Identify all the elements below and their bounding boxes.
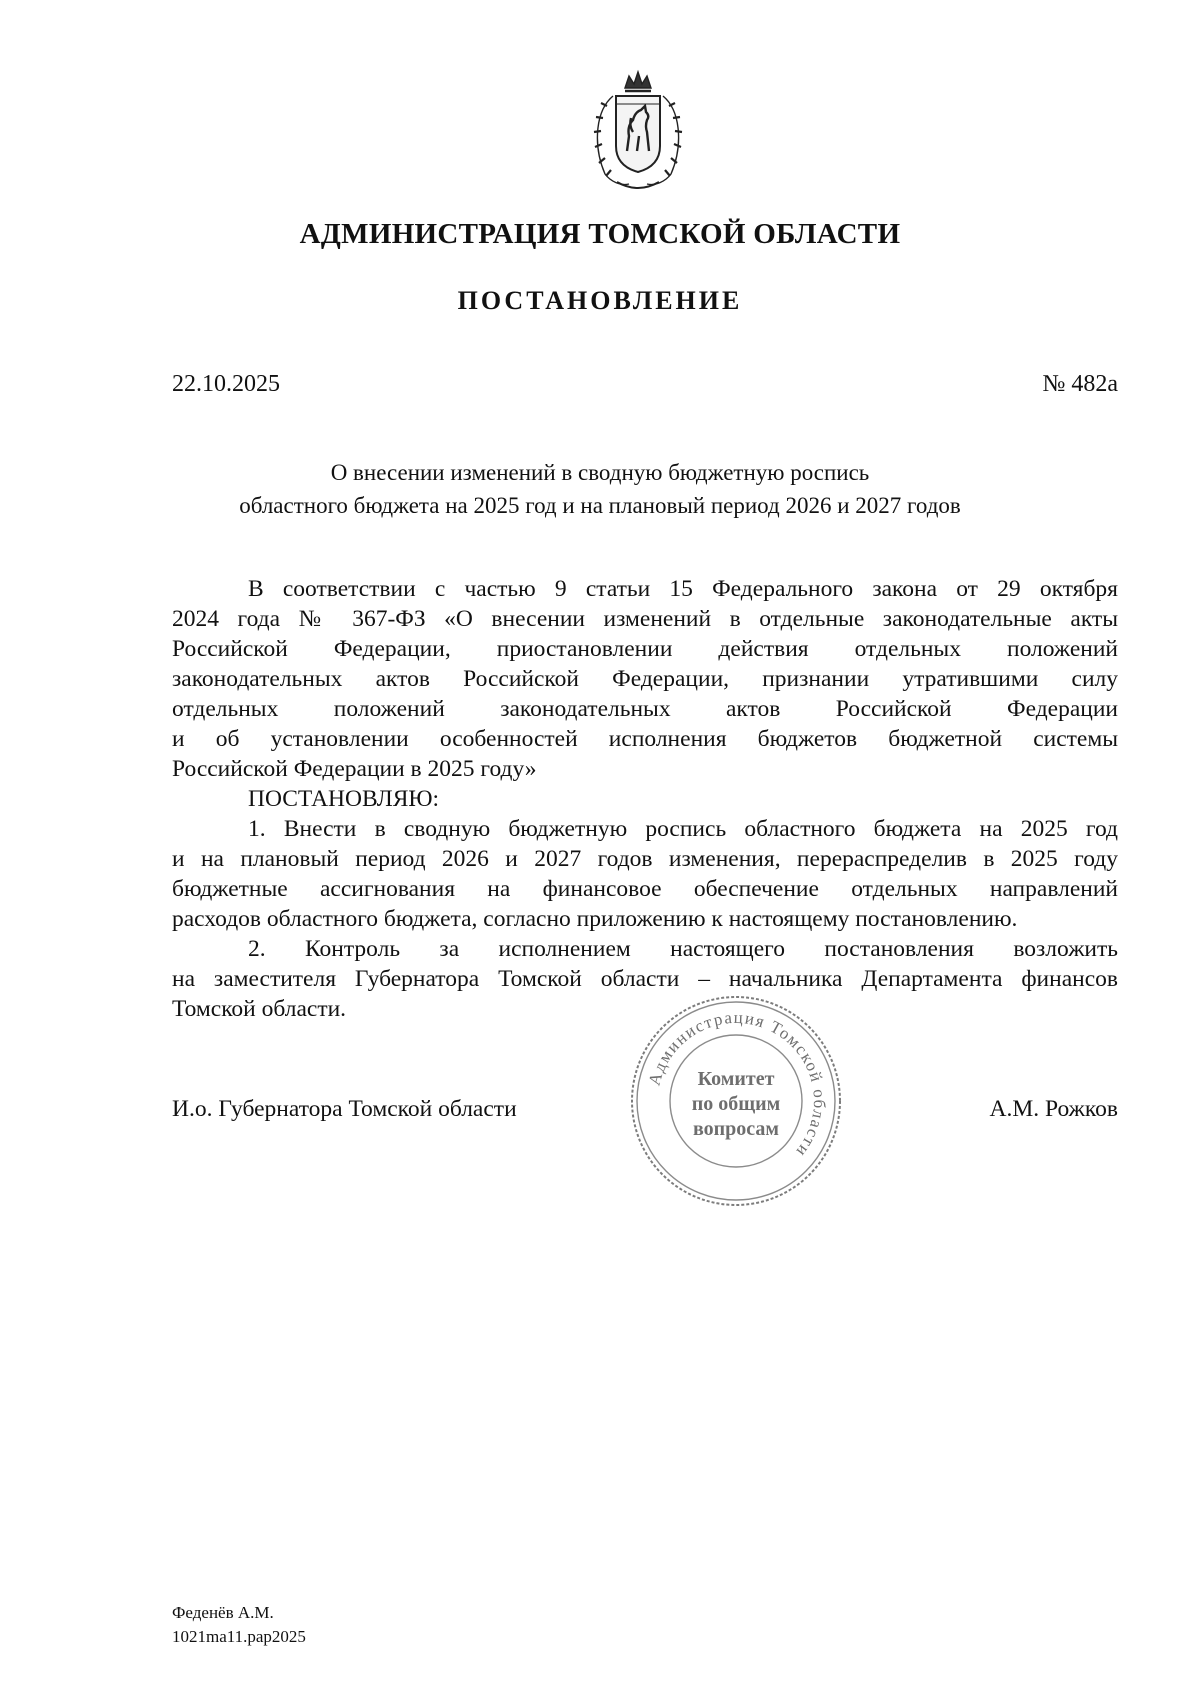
document-number: № 482а [1042,371,1118,397]
official-stamp [628,993,844,1209]
body-text-line: 1. Внести в сводную бюджетную роспись областного бюджета на 2025 год [248,816,1118,842]
body-text-line: Томской области. [172,996,347,1022]
body-text-line: 2024 года № 367-ФЗ «О внесении изменений в отдельные законодательные акты [172,606,1118,632]
stamp-center-line: вопросам [692,1118,780,1140]
document-subject-line: О внесении изменений в сводную бюджетную роспись [330,460,870,485]
document-date: 22.10.2025 [172,371,280,397]
executor-name: Феденёв А.М. [172,1603,274,1622]
body-text-line: на заместителя Губернатора Томской области – начальника Департамента финансов [172,966,1118,992]
body-text-line: Российской Федерации, приостановлении действия отдельных положений [172,636,1118,662]
document-type-title: ПОСТАНОВЛЕНИЕ [457,286,743,315]
file-code: 1021ma11.pap2025 [172,1627,306,1646]
body-text-line: расходов областного бюджета, согласно приложению к настоящему постановлению. [172,906,1018,932]
signer-name: А.М. Рожков [989,1096,1118,1122]
stamp-center-line: по общим [691,1093,781,1115]
stamp-center-line: Комитет [697,1068,775,1090]
resolution-keyword: ПОСТАНОВЛЯЮ: [248,786,440,812]
organization-title: АДМИНИСТРАЦИЯ ТОМСКОЙ ОБЛАСТИ [299,218,901,250]
document-subject-line: областного бюджета на 2025 год и на плановый период 2026 и 2027 годов [239,493,961,518]
body-text-line: бюджетные ассигнования на финансовое обеспечение отдельных направлений [172,876,1118,902]
body-text-line: и об установлении особенностей исполнения бюджетов бюджетной системы [172,726,1118,752]
body-text-line: законодательных актов Российской Федерации, признании утратившими силу [172,666,1118,692]
body-text-line: и на плановый период 2026 и 2027 годов изменения, перераспределив в 2025 году [172,846,1118,872]
body-text-line: Российской Федерации в 2025 году» [172,756,537,782]
body-text-line: отдельных положений законодательных актов Российской Федерации [172,696,1118,722]
stamp-ring-text: Администрация Томской области [644,1007,830,1162]
body-text-line: В соответствии с частью 9 статьи 15 Федерального закона от 29 октября [248,576,1118,602]
signer-position: И.о. Губернатора Томской области [172,1096,517,1122]
body-text-line: 2. Контроль за исполнением настоящего постановления возложить [248,936,1118,962]
coat-of-arms-icon [583,66,693,196]
